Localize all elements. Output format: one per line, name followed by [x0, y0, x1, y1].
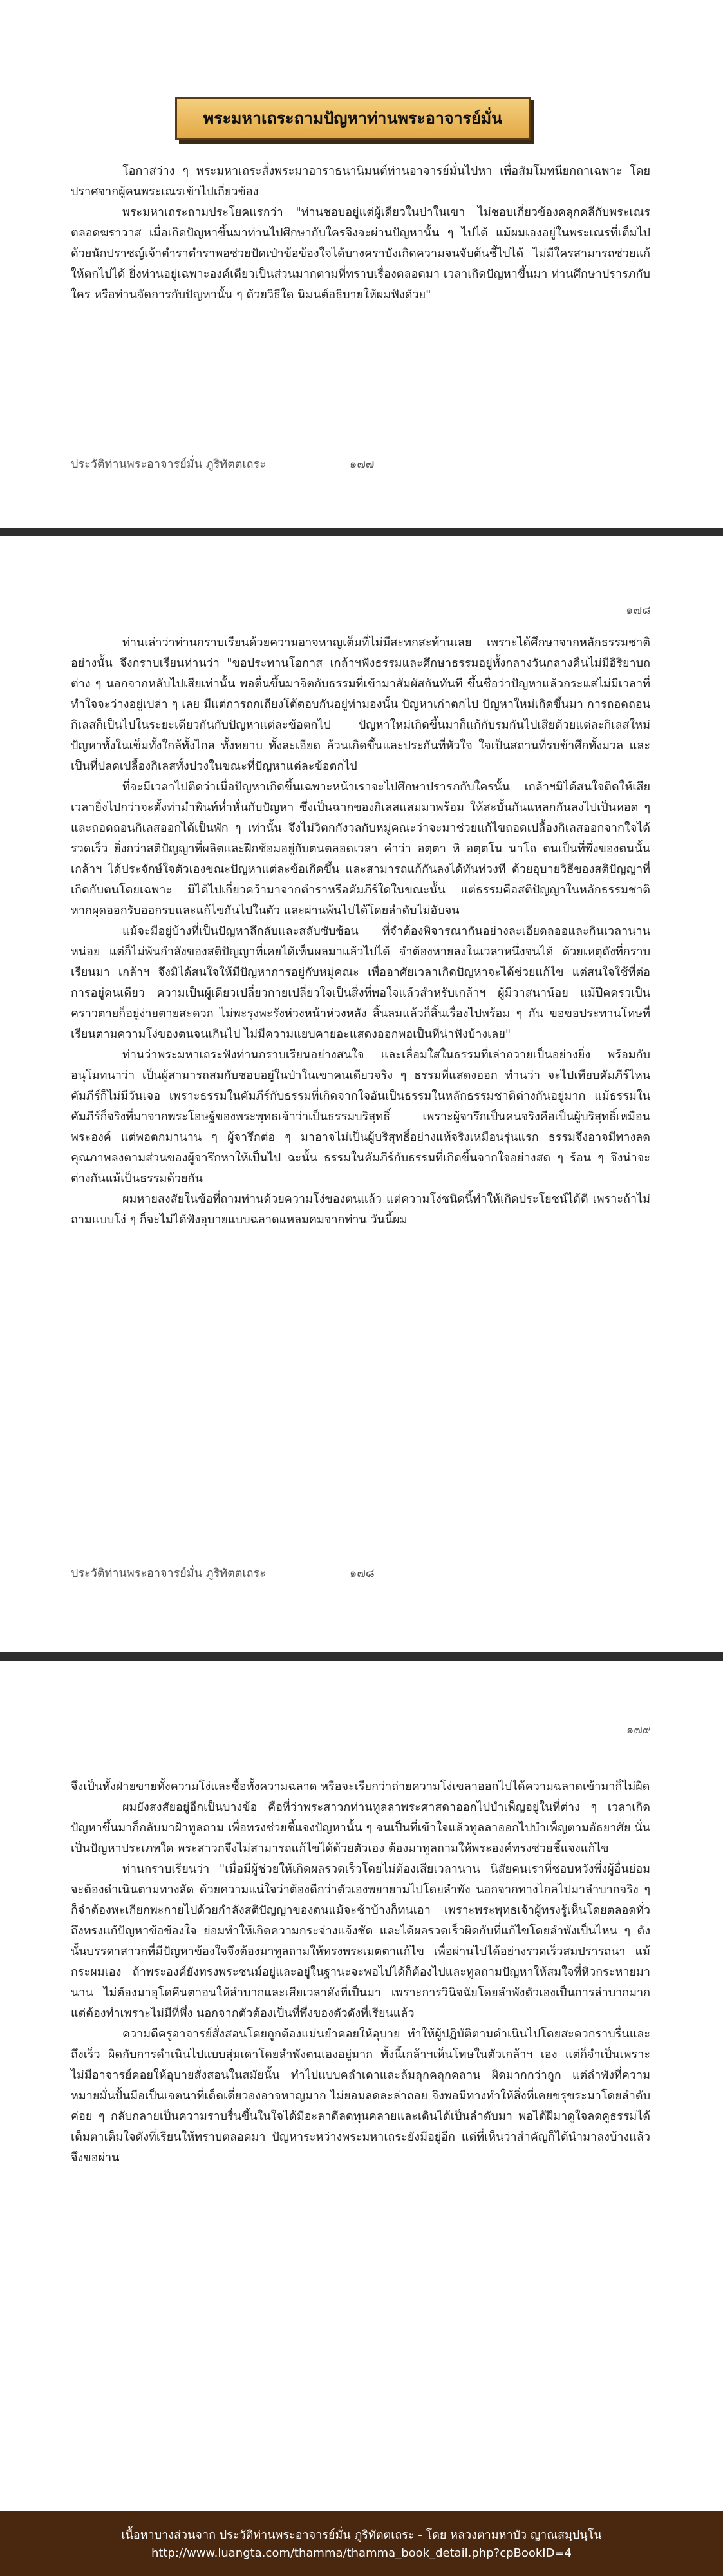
header-page-number: ๑๗๙ — [626, 1723, 651, 1737]
paragraph: ผมหายสงสัยในข้อที่ถามท่านด้วยความโง่ของตนแล้ว แต่ความโง่ชนิดนี้ทำให้เกิดประโยชน์ได้ดี เพราะถ้าไม่ถามแบบโง่ ๆ ก็จะไม่ได้ฟังอุบายแบบฉลาดแหลมคมจากท่าน วันนี้ผม — [71, 1192, 650, 1226]
page-footer — [71, 454, 374, 473]
paragraph: จึงเป็นทั้งฝ่ายขายทั้งความโง่และซื้อทั้งความฉลาด หรือจะเรียกว่าถ่ายความโง่เขลาออกไปได้ความฉลาดเข้ามาก็ไม่ผิด — [71, 1780, 650, 1793]
footer-page-number: ๑๗๘ — [349, 1567, 375, 1580]
chapter-title: พระมหาเถระถามปัญหาท่านพระอาจารย์มั่น — [203, 109, 503, 128]
paragraph: ผมยังสงสัยอยู่อีกเป็นบางข้อ คือที่ว่าพระสาวกท่านทูลลาพระศาสดาออกไปบำเพ็ญอยู่ในที่ต่าง ๆ เวลาเกิดปัญหาขึ้นมาก็กลับมาฝ้าทูลถาม เพื่อทรงช่วยชี้แจงปัญหานั้น ๆ จนเป็นที่เข้าใจแล้วทูลลาออกไปบำเพ็ญตามอัธยาศัย นั่นเป็นปัญหาประเภทใด พระสาวกจึงไม่สามารถแก้ไขได้ด้วยตัวเอง ต้องมาทูลถามให้พระองค์ทรงช่วยชี้แจงแก้ไข — [71, 1800, 650, 1855]
paragraph: ท่านว่าพระมหาเถระฟังท่านกราบเรียนอย่างสนใจ และเลื่อมใสในธรรมที่เล่าถวายเป็นอย่างยิ่ง พร้อมกับอนุโมทนาว่า เป็นผู้สามารถสมกับชอบอยู่ในป่าในเขาคนเดียวจริง ๆ ธรรมที่แสดงออก ทำนว่า จะไปเทียบคัมภีร์ไหนคัมภีร์ก็ไม่มีวันเจอ เพราะธรรมในคัมภีร์กับธรรมที่เกิดจากใจอันเป็นธรรมในหลักธรรมชาติต่างกันอยู่มาก แม้ธรรมในคัมภีร์ก็จริงที่มาจากพระโอษฐ์ของพระพุทธเจ้าว่าเป็นธรรมบริสุทธิ์ เพราะผู้จารึกเป็นคนจริงคือเป็นผู้บริสุทธิ์เหมือนพระองค์ แต่พอตกมานาน ๆ ผู้จารึกต่อ ๆ มาอาจไม่เป็นผู้บริสุทธิ์อย่างแท้จริงเหมือนรุ่นแรก ธรรมจึงอาจมีทางลดคุณภาพลงตามส่วนของผู้จารึกหาให้เป็นไป ฉะนั้น ธรรมในคัมภีร์กับธรรมที่เกิดขึ้นจากใจอย่างสด ๆ ร้อน ๆ จึงน่าจะต่างกันแม้เป็นธรรมด้วยกัน — [71, 1048, 650, 1185]
book-page-1 — [0, 0, 723, 528]
footer-page-number: ๑๗๗ — [349, 457, 375, 471]
book-page-2 — [0, 536, 723, 1652]
paragraph: ที่จะมีเวลาไปติดว่าเมื่อปัญหาเกิดขึ้นเฉพาะหน้าเราจะไปศึกษาปรารภกับใครนั้น เกล้าฯมิได้สนใจติดให้เสียเวลายิ่งไปกว่าจะตั้งท่ามำพินท์ห่ำหั่นกับปัญหา ซึ่งเป็นฉากของกิเลสแสมมาพร้อม ให้สะบั้นกันแหลกกันลงไปเป็นหอด ๆ และถอดถอนกิเลสออกได้เป็นพัก ๆ เท่านั้น จึงไม่วิตกกังวลกับหมู่คณะว่าจะมาช่วยแก้ไขถอดเปลื้องกิเลสออกจากใจได้รวดเร็ว ยิ่งกว่าสติปัญญาที่ผลิตและฝึกซ้อมอยู่กับตนตลอดเวลา คำว่า อตฺตา หิ อตฺตโน นาโถ ตนเป็นที่พึ่งของตนนั้น เกล้าฯ ได้ประจักษ์ใจตัวเองขณะปัญหาแต่ละข้อเกิดขึ้น และสามารถแก้กันลงได้ทันท่วงที ด้วยอุบายวิธีของสติปัญญาที่เกิดกับตนโดยเฉพาะ มิได้ไปเกี่ยวคว้ามาจากตำราหรือคัมภีร์ใดในขณะนั้น แต่ธรรมคือสติปัญญาในหลักธรรมชาติ หากผุดออกรับออกรบและแก้ไขกันไปในตัว และผ่านพ้นไปได้โดยลำดับไม่อับจน — [71, 780, 650, 917]
chapter-title-box — [175, 97, 531, 140]
footer-book-title: ประวัติท่านพระอาจารย์มั่น ภูริทัตตเถระ — [71, 457, 266, 471]
page-separator — [0, 1652, 723, 1661]
footer-book-title: ประวัติท่านพระอาจารย์มั่น ภูริทัตตเถระ — [71, 1567, 266, 1580]
paragraph: แม้จะมีอยู่บ้างที่เป็นปัญหาลึกลับและสลับซับซ้อน ที่จำต้องพิจารณากันอย่างละเอียดลออและกินเวลานานหน่อย แต่ก็ไม่พ้นกำลังของสติปัญญาที่เคยได้เห็นผลมาแล้วไปได้ จำต้องหายลงในเวลาหนึ่งจนได้ ด้วยเหตุดังที่กราบเรียนมา เกล้าฯ จึงมิได้สนใจให้มีปัญหาการอยู่กับหมู่คณะ เพื่ออาศัยเวลาเกิดปัญหาจะได้ช่วยแก้ไข แต่สนใจใช้ที่ต่อการอยู่คนเดียว ความเป็นผู้เดียวเปลี่ยวกายเปลี่ยวใจเป็นสิ่งที่พอใจแล้วสำหรับเกล้าฯ ผู้มีวาสนาน้อย แม้ปีคครวเป็นคราวตายก็อยู่ง่ายตายสะดวก ไม่พะรุงพะรังห่วงหน้าห่วงหลัง สิ้นลมแล้วก็สิ้นเรื่องไปพร้อม ๆ กัน ขอขอประทานโทษที่เรียนตามความโง่ของตนจนเกินไป ไม่มีความแยบคายอะแสดงออกพอเป็นที่น่าฟังบ้างเลย" — [71, 924, 650, 1041]
paragraph: ความดีครูอาจารย์สั่งสอนโดยถูกต้องแม่นยำคอยให้อุบาย ทำให้ผู้ปฏิบัติตามดำเนินไปโดยสะดวกราบรื่นและถึงเร็ว ผิดกับการดำเนินไปแบบสุ่มเดาโดยลำพังตนเองอยู่มาก ทั้งนี้เกล้าฯเห็นโทษในตัวเกล้าฯ เอง แต่ก็จำเป็นเพราะไม่มีอาจารย์คอยให้อุบายสั่งสอนในสมัยนั้น ทำไปแบบคลำเดาและล้มลุกคลุกคลาน ผิดมากกว่าถูก แต่ลำพังที่ความหมายมั่นปั้นมือเป็นเจตนาที่เด็ดเดี่ยวองอาจหาญมาก ไม่ยอมลดละล่าถอย จึงพอมีทางทำให้สิ่งที่เคยขรุขระมาโดยลำดับ ค่อย ๆ กลับกลายเป็นความราบรื่นขึ้นในใจได้มีอะลาดีลดทุนคลายและเดินได้เป็นลำดับมา พอได้ฝึมาดูใจลดคูธรรมได้เต็มตาเต็มใจดังที่เรียนให้ทราบตลอดมา ปัญหาระหว่างพระมหาเถระยังมีอยู่อีก แต่ที่เห็นว่าสำคัญก็ได้นำมาลงบ้างแล้วจึงขอผ่าน — [71, 2027, 650, 2164]
paragraph: พระมหาเถระถามประโยคแรกว่า "ท่านชอบอยู่แต่ผู้เดียวในป่าในเขา ไม่ชอบเกี่ยวข้องคลุกคลีกับพระเณรตลอดฆราวาส เมื่อเกิดปัญหาขึ้นมาท่านไปศึกษากับใครจึงจะผ่านปัญหานั้น ๆ ไปได้ แม้ผมเองอยู่ในพระเณรที่เต็มไปด้วยนักปราชญ์เจ้าตำราตำราพอช่วยปัดเป่าข้อข้องใจได้บางคราบังเกิดความจนจับต้นชี้ไปได้ ไม่มีใครสามารถช่วยแก้ให้ตกไปได้ ยิ่งท่านอยู่เฉพาะองค์เดียวเป็นส่วนมากตามที่ทราบเรื่องตลอดมา เวลาเกิดปัญหาขึ้นมา ท่านศึกษาปรารภกับใคร หรือท่านจัดการกับปัญหานั้น ๆ ด้วยวิธีใด นิมนต์อธิบายให้ผมฟังด้วย" — [71, 205, 650, 301]
paragraph: โอกาสว่าง ๆ พระมหาเถระสั่งพระมาอาราธนานิมนต์ท่านอาจารย์มั่นไปหา เพื่อสัมโมทนียกถาเฉพาะ โดยปราศจากผู้คนพระเณรเข้าไปเกี่ยวข้อง — [71, 164, 650, 198]
page-3-body — [71, 1777, 650, 2168]
header-page-number: ๑๗๘ — [626, 604, 651, 617]
book-page-3 — [0, 1661, 723, 2511]
page-separator — [0, 528, 723, 536]
source-link[interactable]: http://www.luangta.com/thamma/thamma_book_detail.php?cpBookID=4 — [151, 2546, 572, 2560]
page-footer — [71, 1563, 375, 1582]
source-footer-bar — [0, 2511, 723, 2576]
page-2-body — [71, 633, 650, 1230]
paragraph: ท่านเล่าว่าท่านกราบเรียนด้วยความอาจหาญเต็มที่ไม่มีสะทกสะท้านเลย เพราะได้ศึกษาจากหลักธรรมชาติอย่างนั้น จึงกราบเรียนท่านว่า "ขอประทานโอกาส เกล้าฯฟังธรรมและศึกษาธรรมอยู่ทั้งกลางวันกลางคืนไม่มีอิริยาบถต่าง ๆ นอกจากหลับไปเสียเท่านั้น พอตื่นขึ้นมาจิตกับธรรมที่เข้ามาสัมผัสกันทันที ขึ้นชื่อว่าปัญหาแล้วกระแสไม่มีเวลาที่ทำใจจะว่างอยู่เปล่า ๆ เลย มีแต่การถกเถียงโต้ตอบกันอยู่ท่ามองนั้น ปัญหาเก่าตกไป ปัญหาใหม่เกิดขึ้นมา การถอดถอนกิเลสก็เป็นไปในระยะเดียวกันกับปัญหาแต่ละข้อตกไป ปัญหาใหม่เกิดขึ้นมาก็แก้กับรมกันไปเสียด้วยแต่ละกิเลสใหม่ปัญหาทั้งในเข็มทั้งใกล้ทั้งไกล ทั้งหยาบ ทั้งละเอียด ล้วนเกิดขึ้นและประกันที่หัวใจ ใจเป็นสถานที่รบข้าศึกทั้งมวล และเป็นที่ปลดเปลื้องกิเลสทั้งปวงในขณะที่ปัญหาแต่ละข้อตกไป — [71, 636, 650, 773]
source-credit: เนื้อหาบางส่วนจาก ประวัติท่านพระอาจารย์มั่น ภูริทัตตเถระ - โดย หลวงตามหาบัว ญาณสมฺปนฺโน — [121, 2528, 602, 2542]
page-1-body — [71, 161, 650, 305]
paragraph: ท่านกราบเรียนว่า "เมื่อมีผู้ช่วยให้เกิดผลรวดเร็วโดยไม่ต้องเสียเวลานาน นิสัยคนเราที่ชอบหวังพึ่งผู้อื่นย่อมจะต้องดำเนินตามทางลัด ด้วยความแน่ใจว่าต้องดีกว่าตัวเองพยายามไปโดยลำพัง นอกจากทางไกลไปมาลำบากจริง ๆ ก็จำต้องพะเกียกพะกายไปด้วยกำลังสติปัญญาของตนแม้จะช้าบ้างก็ทนเอา เพราะพระพุทธเจ้าผู้ทรงรู้เห็นโดยตลอดทั่วถึงทรงแก้ปัญหาข้อข้องใจ ย่อมทำให้เกิดความกระจ่างแจ้งชัด และได้ผลรวดเร็วผิดกับที่แก้ไขโดยลำพังเป็นไหน ๆ ดังนั้นบรรดาสาวกที่มีปัญหาข้องใจจึงต้องมาทูลถามให้ทรงพระเมตตาแก้ไข เพื่อผ่านไปได้อย่างรวดเร็วสมปรารถนา แม้กระผมเอง ถ้าพระองค์ยังทรงพระชนม์อยู่และอยู่ในฐานะจะพอไปได้ก็ต้องไปและทูลถามปัญหาให้สมใจที่หิวกระหายมานาน ไม่ต้องมาอุโดคีนตาอนให้ลำบากและเสียเวลาดังที่เป็นมา เพราะการวินิจฉัยโดยลำพังตัวเองเป็นการลำบากมาก แต่ต้องทำเพราะไม่มีที่พึ่ง นอกจากตัวต้องเป็นที่พึ่งของตัวดังที่เรียนแล้ว — [71, 1862, 650, 2020]
